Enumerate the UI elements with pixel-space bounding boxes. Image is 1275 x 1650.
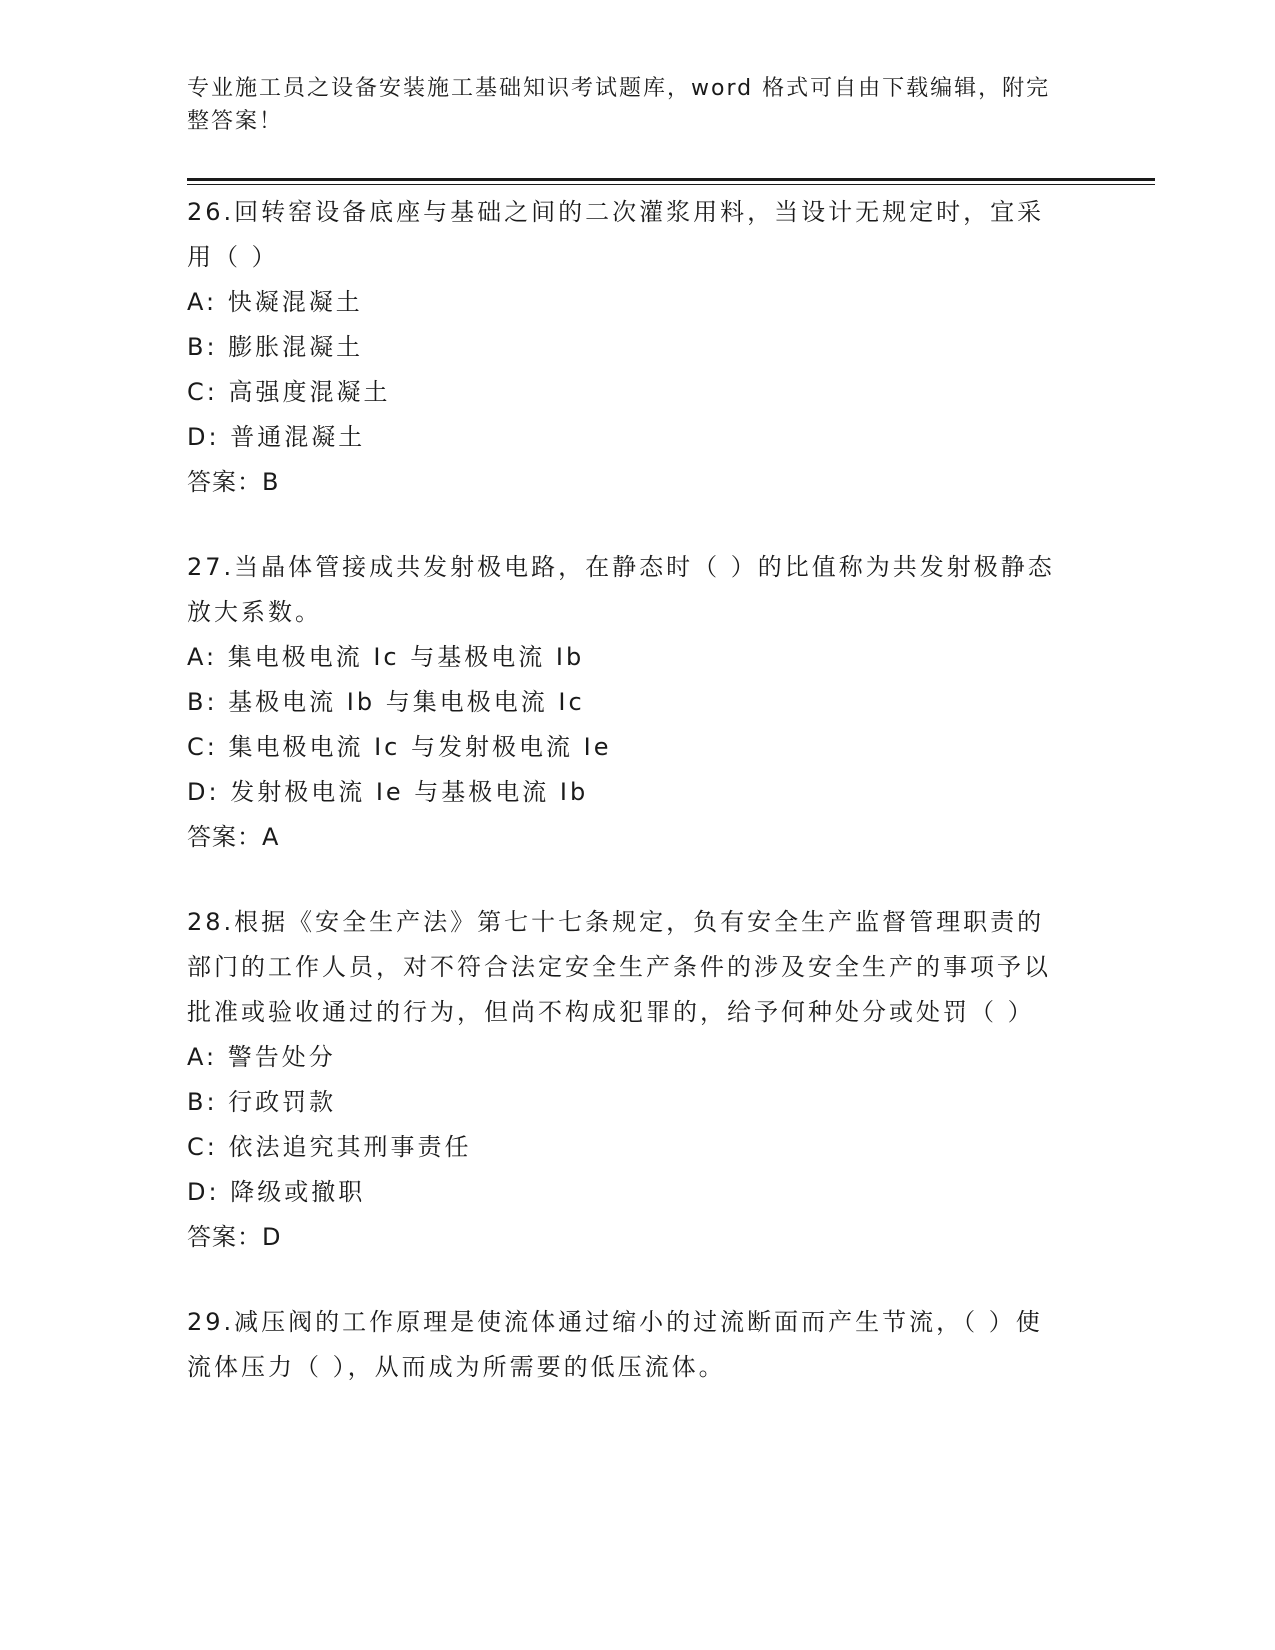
question-text: 29.减压阀的工作原理是使流体通过缩小的过流断面而产生节流，（ ）使流体压力（ ），从而成为所需要的低压流体。 <box>187 1308 1043 1381</box>
option-b: B: 行政罚款 <box>187 1088 337 1116</box>
header-divider-thick <box>187 178 1155 181</box>
question-27 <box>187 545 1067 860</box>
option-a: A: 快凝混凝土 <box>187 288 363 316</box>
document-header: 专业施工员之设备安装施工基础知识考试题库，word 格式可自由下载编辑，附完整答案！ <box>187 76 1051 134</box>
question-28 <box>187 900 1067 1260</box>
header-divider-thin <box>187 184 1155 185</box>
question-29 <box>187 1300 1067 1390</box>
question-list <box>187 190 1067 1430</box>
option-c: C: 高强度混凝土 <box>187 378 391 406</box>
answer-line: 答案：A <box>187 823 280 851</box>
option-b: B: 基极电流 Ib 与集电极电流 Ic <box>187 688 585 716</box>
answer-line: 答案：B <box>187 468 280 496</box>
answer-line: 答案：D <box>187 1223 282 1251</box>
option-c: C: 依法追究其刑事责任 <box>187 1133 472 1161</box>
question-26 <box>187 190 1067 505</box>
option-a: A: 集电极电流 Ic 与基极电流 Ib <box>187 643 585 671</box>
option-d: D: 发射极电流 Ie 与基极电流 Ib <box>187 778 589 806</box>
option-a: A: 警告处分 <box>187 1043 336 1071</box>
option-c: C: 集电极电流 Ic 与发射极电流 Ie <box>187 733 612 761</box>
question-text: 28.根据《安全生产法》第七十七条规定，负有安全生产监督管理职责的部门的工作人员，对不符合法定安全生产条件的涉及安全生产的事项予以批准或验收通过的行为，但尚不构成犯罪的，给予何种处分或处罚（ ） <box>187 908 1051 1026</box>
option-d: D: 降级或撤职 <box>187 1178 366 1206</box>
question-text: 27.当晶体管接成共发射极电路，在静态时（ ）的比值称为共发射极静态放大系数。 <box>187 553 1055 626</box>
option-b: B: 膨胀混凝土 <box>187 333 364 361</box>
option-d: D: 普通混凝土 <box>187 423 366 451</box>
question-text: 26.回转窑设备底座与基础之间的二次灌浆用料，当设计无规定时，宜采用（ ） <box>187 198 1045 271</box>
